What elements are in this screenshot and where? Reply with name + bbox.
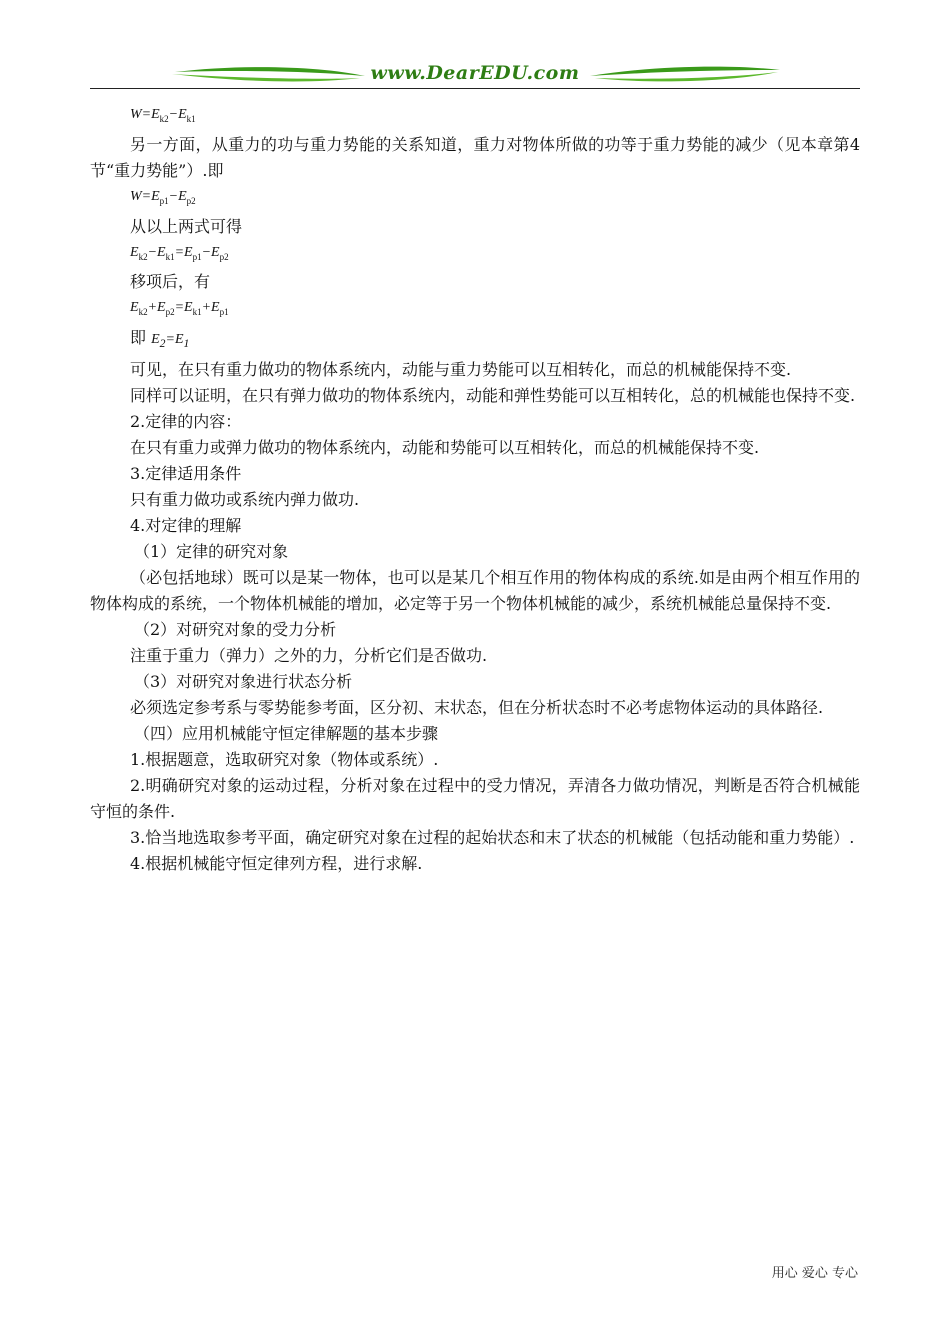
section-heading: 4.对定律的理解: [130, 515, 242, 535]
step-item: 1.根据题意，选取研究对象（物体或系统）.: [130, 749, 439, 769]
paragraph: 同样可以证明，在只有弹力做功的物体系统内，动能和弹性势能可以互相转化，总的机械能也保持不变.: [130, 385, 856, 405]
subsection-heading: （3）对研究对象进行状态分析: [134, 671, 353, 691]
site-brand[interactable]: www.DearEDU.com: [370, 62, 580, 84]
section-heading: 2.定律的内容：: [130, 411, 242, 431]
paragraph: 注重于重力（弹力）之外的力，分析它们是否做功.: [130, 645, 488, 665]
equation-work-potential: $W=E_{p1}-E_{p2}$: [130, 188, 196, 206]
section-heading: （四）应用机械能守恒定律解题的基本步骤: [134, 723, 439, 743]
step-item: 2.明确研究对象的运动过程，分析对象在过程中的受力情况，弄清各力做功情况，判断是否符合机械能守恒的条件.: [90, 775, 860, 821]
step-item: 4.根据机械能守恒定律列方程，进行求解.: [130, 853, 423, 873]
paragraph: 在只有重力或弹力做功的物体系统内，动能和势能可以互相转化，而总的机械能保持不变.: [130, 437, 760, 457]
site-header: [90, 58, 860, 92]
equation-rearranged: $E_{k2}+E_{p2}=E_{k1}+E_{p1}$: [130, 300, 229, 318]
section-heading: 3.定律适用条件: [130, 463, 242, 483]
equation-energy: $E_2=E_1$: [151, 332, 190, 350]
paragraph: 必须选定参考系与零势能参考面，区分初、末状态，但在分析状态时不必考虑物体运动的具体路径.: [130, 697, 824, 717]
paragraph: 另一方面，从重力的功与重力势能的关系知道，重力对物体所做的功等于重力势能的减少（见本章第4节“重力势能”）.即: [90, 134, 860, 180]
equation-combined: $E_{k2}-E_{k1}=E_{p1}-E_{p2}$: [130, 244, 229, 262]
document-body: [90, 102, 860, 877]
paragraph: 可见，在只有重力做功的物体系统内，动能与重力势能可以互相转化，而总的机械能保持不变.: [130, 359, 792, 379]
paragraph: 移项后，有: [130, 272, 211, 292]
paragraph: 只有重力做功或系统内弹力做功.: [130, 489, 360, 509]
header-divider: [90, 88, 860, 89]
paragraph: （必包括地球）既可以是某一物体，也可以是某几个相互作用的物体构成的系统.如是由两个相互作用的物体构成的系统，一个物体机械能的增加，必定等于另一个物体机械能的减少，系统机械能总量保持不变.: [90, 567, 860, 613]
subsection-heading: （2）对研究对象的受力分析: [134, 619, 337, 639]
paragraph: 从以上两式可得: [130, 216, 243, 236]
footer-slogan: 用心 爱心 专心: [771, 1266, 858, 1281]
equation-work-kinetic: $W=E_{k2}-E_{k1}$: [130, 107, 196, 124]
equation-prefix: 即: [130, 328, 147, 348]
equation-energy-conservation: [90, 325, 860, 357]
subsection-heading: （1）定律的研究对象: [134, 541, 289, 561]
step-item: 3.恰当地选取参考平面，确定研究对象在过程的起始状态和末了状态的机械能（包括动能和重力势能）.: [130, 827, 855, 847]
